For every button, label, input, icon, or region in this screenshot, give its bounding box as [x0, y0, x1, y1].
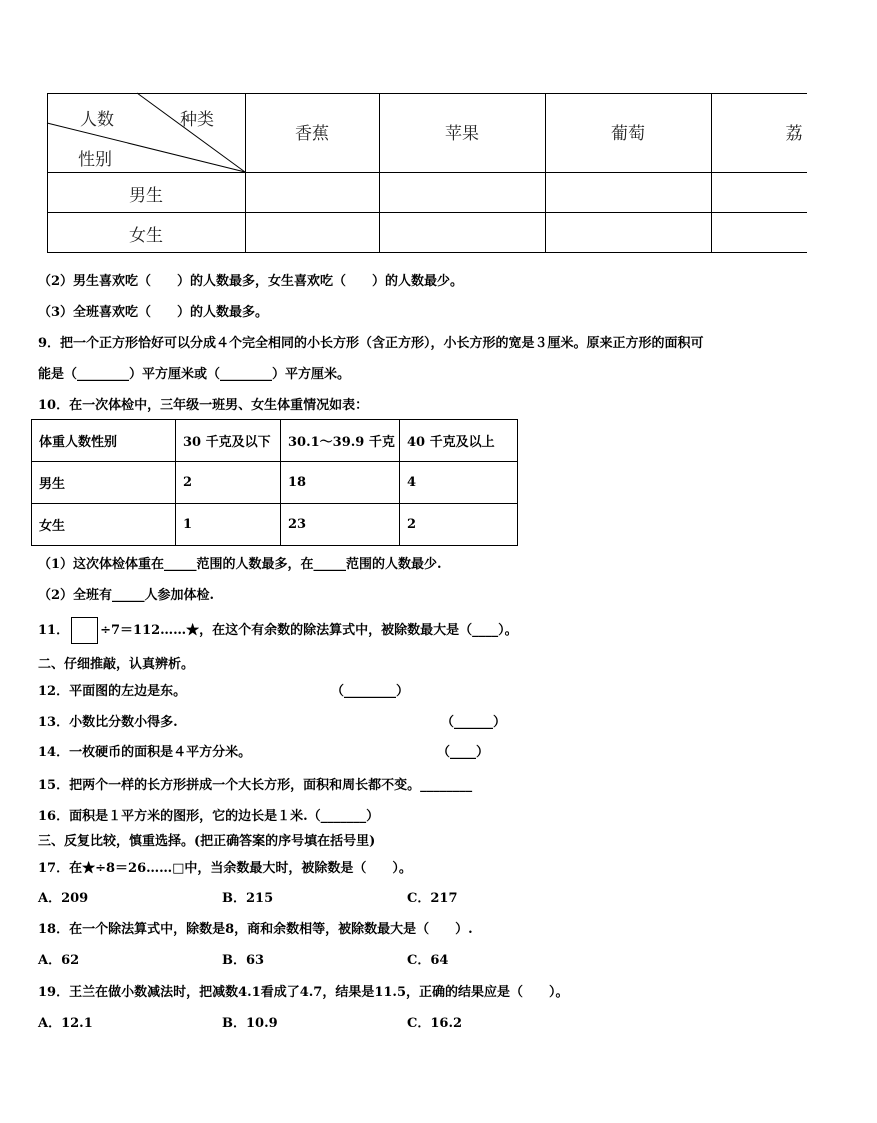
header-kind-label: 种类	[180, 110, 214, 130]
question-9-line2: 能是（________）平方厘米或（________）平方厘米。	[38, 367, 351, 382]
table-cell: 男生	[32, 462, 176, 504]
option-b: B．215	[222, 891, 274, 906]
question-10-1: （1）这次体检体重在_____范围的人数最多，在_____范围的人数最少.	[38, 557, 442, 572]
question-text: ÷7＝112……★，在这个有余数的除法算式中，被除数最大是（____）。	[100, 623, 518, 638]
table-cell: 2	[400, 504, 518, 546]
option-a: A．209	[38, 891, 89, 906]
section-2-heading: 二、仔细推敲，认真辨析。	[38, 657, 195, 672]
weight-table	[31, 419, 518, 546]
option-a: A．12.1	[38, 1016, 93, 1031]
question-11	[38, 617, 518, 644]
table-cell: 1	[176, 504, 281, 546]
table-header-cell: 30 千克及以下	[176, 420, 281, 462]
fruit-preference-table	[47, 93, 807, 253]
table-header-cell: 40 千克及以上	[400, 420, 518, 462]
header-count-label: 人数	[80, 110, 114, 130]
question-13-blank: （______）	[441, 715, 507, 730]
row-header: 女生	[129, 226, 163, 246]
question-8-3: （3）全班喜欢吃（ ）的人数最多。	[38, 305, 269, 320]
row-header: 男生	[129, 186, 163, 206]
question-8-2: （2）男生喜欢吃（ ）的人数最多，女生喜欢吃（ ）的人数最少。	[38, 274, 464, 289]
option-b: B．63	[222, 953, 265, 968]
header-diagonal-lines	[47, 93, 247, 173]
table-cell: 18	[281, 462, 400, 504]
header-gender-label: 性别	[78, 150, 112, 170]
question-16: 16．面积是１平方米的图形，它的边长是１米.（_______）	[38, 809, 380, 824]
table-row	[32, 504, 518, 546]
option-b: B．10.9	[222, 1016, 278, 1031]
question-12: 12．平面图的左边是东。	[38, 684, 187, 699]
question-13: 13．小数比分数小得多.	[38, 715, 178, 730]
question-14-blank: （____）	[437, 745, 490, 760]
table-cell: 2	[176, 462, 281, 504]
column-header: 香蕉	[295, 124, 329, 144]
question-10-2: （2）全班有_____人参加体检.	[38, 588, 215, 603]
question-number: 11．	[38, 623, 70, 638]
option-c: C．217	[407, 891, 458, 906]
table-cell: 女生	[32, 504, 176, 546]
question-15: 15．把两个一样的长方形拼成一个大长方形，面积和周长都不变。________	[38, 778, 473, 793]
blank-box	[71, 617, 98, 644]
question-19: 19．王兰在做小数减法时，把减数4.1看成了4.7，结果是11.5，正确的结果应是（ ）。	[38, 985, 569, 1000]
column-header: 荔	[785, 124, 803, 144]
table-header-cell: 体重人数性别	[32, 420, 176, 462]
question-12-blank: （________）	[331, 684, 410, 699]
question-17: 17．在★÷8＝26……□中，当余数最大时，被除数是（ ）。	[38, 861, 412, 876]
question-14: 14．一枚硬币的面积是４平方分米。	[38, 745, 252, 760]
table-header-cell: 30.1～39.9 千克	[281, 420, 400, 462]
question-10: 10．在一次体检中，三年级一班男、女生体重情况如表：	[38, 398, 369, 413]
option-c: C．64	[407, 953, 449, 968]
option-a: A．62	[38, 953, 80, 968]
table-cell: 4	[400, 462, 518, 504]
question-18: 18．在一个除法算式中，除数是8，商和余数相等，被除数最大是（ ）.	[38, 922, 473, 937]
question-9-line1: 9．把一个正方形恰好可以分成４个完全相同的小长方形（含正方形），小长方形的宽是３厘米。原来正方形的面积可	[38, 336, 704, 351]
table-row	[32, 462, 518, 504]
table-row	[32, 420, 518, 462]
section-3-heading: 三、反复比较，慎重选择。(把正确答案的序号填在括号里)	[38, 834, 376, 849]
table-cell: 23	[281, 504, 400, 546]
column-header: 苹果	[445, 124, 479, 144]
column-header: 葡萄	[611, 124, 645, 144]
option-c: C．16.2	[407, 1016, 463, 1031]
